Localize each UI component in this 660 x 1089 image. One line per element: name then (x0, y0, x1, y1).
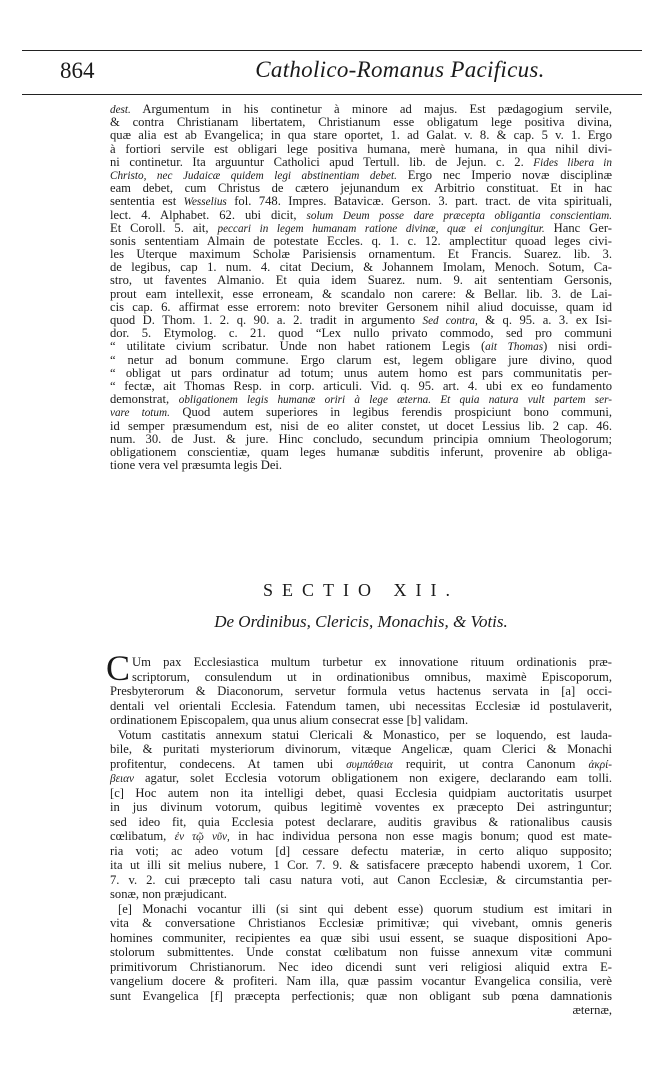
text-segment: “ obligat ut pars ordinatur ad totum; unus autem homo est pars communitatis per- (110, 365, 612, 380)
text-line (110, 829, 612, 844)
text-segment: Argumentum in his continetur à minore ad majus. Est pædagogium servile, (130, 102, 612, 116)
running-title: Catholico-Romanus Pacificus. (255, 57, 545, 82)
text-segment: æternæ, (572, 1003, 612, 1017)
italic-text: solum Deum posse dare præcepta obligantia conscientiam. (306, 209, 612, 222)
text-segment: homines communiter, recipientes ea quæ sibi usui essent, se suaque dispositioni Apo- (110, 930, 612, 945)
text-segment: sed ideo fit, quia Ecclesia potest declarare, auditis gravibus & rationalibus causis (110, 814, 612, 829)
text-segment: scriptorum, consulendum ut in ordinationibus omnibus, maximè Episcoporum, (132, 669, 612, 684)
text-segment: cœlibatum, (110, 829, 175, 843)
text-segment: lect. 4. Alphabet. 62. ubi dicit, (110, 207, 307, 222)
text-segment: demonstrat, (110, 392, 179, 407)
text-line (110, 873, 612, 888)
italic-text: ait Thomas (485, 341, 544, 354)
text-line (110, 902, 612, 917)
text-segment: Votum castitatis annexum statui Clericali & Monastico, per se loquendo, est lauda- (118, 727, 612, 742)
paragraph-2 (106, 648, 612, 1018)
text-segment: ordinationem Episcopalem, qua unus alium consecrat esse [b] validam. (110, 713, 469, 727)
text-line (110, 771, 612, 786)
text-segment: sonis sententiam Almain de potestate Eccles. q. 1. c. 12. amplectitur quoad leges civi- (110, 233, 612, 248)
text-segment: “ fectæ, ait Thomas Resp. in corp. articuli. Vid. q. 95. art. 4. ubi ex eo fundamento (110, 378, 612, 393)
header-bottom-rule (22, 94, 642, 95)
text-segment: sunt Evangelica [f] præcepta perfectionis; quæ non obligant sub pœna damnationis (110, 988, 612, 1003)
paragraph-1 (110, 103, 612, 472)
text-line (110, 380, 612, 393)
text-segment: num. 30. de Just. & jure. Hinc concludo, secundum principia omnium Theologorum; (110, 431, 612, 446)
text-line (110, 960, 612, 975)
drop-cap: C (106, 648, 131, 688)
text-segment: dentali vel orientali Ecclesia. Fatendum tamen, ubi necessitas Ecclesiæ id postulaverit, (110, 698, 612, 713)
text-line (110, 786, 612, 801)
text-segment: obligationem conscientiæ, quam leges humanæ subditis inferunt, provenire ab obliga- (110, 444, 612, 459)
text-line (110, 887, 612, 902)
page-number: 864 (60, 58, 95, 83)
italic-text: obligationem legis humanæ oriri à lege æterna. Et quia natura vult partem ser- (178, 394, 612, 407)
text-line (110, 713, 612, 728)
text-segment: stro, ut faventes Almanio. Et quia idem Suarez. num. 9. ait sententiam Gersonis, (110, 273, 612, 288)
text-line (110, 757, 612, 772)
text-segment: vita & conversatione Christianos Ecclesiæ primitivæ; qui vivebant, omnis generis (110, 916, 612, 930)
text-segment: & q. 95. a. 3. ex Isi- (477, 313, 612, 327)
text-segment: ita ut illi sit melius nubere, 1 Cor. 7. 9. & satisfacere præcepto habendi uxorem, 1 Cor. (110, 858, 612, 872)
text-segment: stolorum submittentes. Unde constat cœlibatum non fuisse annexum vitæ communi (110, 945, 612, 959)
text-segment: fol. 748. Impres. Batavicæ. Gerson. 3. part. tract. de vita spirituali, (226, 194, 612, 209)
italic-text: βειαν (110, 773, 134, 785)
section-heading: SECTIO XII. (263, 580, 459, 600)
text-segment: sententia est (110, 194, 184, 209)
text-line (110, 1003, 612, 1018)
text-segment: [c] Hoc autem non ita intelligi debet, quasi Ecclesia quidpiam auctoritatis usurpet (110, 785, 612, 800)
text-segment: [e] Monachi vocantur illi (si sint qui debent esse) quorum studium est imitari in (118, 901, 612, 916)
text-segment: les Uterque maximum Scholæ Parisiensis ornamentum. Et Francis. Suarez. lib. 3. (110, 247, 612, 262)
text-segment: Hanc Ger- (544, 220, 612, 235)
text-segment: Um pax Ecclesiastica multum turbetur ex innovatione rituum ordinationis præ- (132, 655, 612, 669)
section-subtitle: De Ordinibus, Clericis, Monachis, & Votis. (214, 612, 508, 631)
italic-text: συμπάθεια (346, 758, 393, 771)
text-line (110, 459, 612, 472)
italic-text: vare totum. (110, 407, 170, 420)
text-line (110, 742, 612, 757)
text-segment: 7. v. 2. cui præcepto tali casu natura voti, aut Canon Ecclesiæ, & circumstantia per- (110, 872, 612, 887)
text-segment: agatur, solet Ecclesia votorum obligationem non exigere, declarando eam tolli. (133, 771, 612, 785)
text-segment: Et Coroll. 5. ait, (110, 220, 218, 235)
text-segment: “ utilitate civium scribatur. Unde non habet rationem Legis ( (110, 339, 486, 354)
text-segment: vangelium docere & profiteri. Nam illa, quæ passim vocantur Evangelica consilia, verè (110, 974, 612, 988)
text-segment: primitivorum Christianorum. Nec ideo dicendi sunt veri religiosi aliquid extra E- (110, 959, 612, 974)
text-segment: bile, & puritati mysteriorum divinorum, vitæque Angelicæ, quam Clerici & Monachi (110, 742, 612, 756)
text-segment: eam debet, cum Christus de cætero jejunandum ex Arbitrio constituat. Et in hac (110, 181, 612, 196)
text-line (110, 916, 612, 931)
text-line (110, 800, 612, 815)
italic-text: ἀκρί- (588, 758, 612, 771)
text-segment: à fortiori servile est obligari lege positiva humana, merè humana, in qua nihil divi- (110, 141, 612, 156)
text-segment: ) nisi ordi- (543, 339, 612, 354)
text-segment: Ergo nec Imperio novæ disciplinæ (396, 167, 613, 182)
text-segment: sonæ, non præjudicant. (110, 887, 227, 901)
text-line (110, 844, 612, 859)
text-segment: “ netur ad bonum commune. Ergo clarum est, legem obligare jure divino, quod (110, 352, 612, 367)
text-line (110, 945, 612, 960)
text-segment: ni continetur. Ita arguuntur Catholici apud Tertull. lib. de Jejun. c. 2. (110, 154, 534, 169)
text-segment: dor. 5. Etymolog. c. 21. quod “Lex nullo privato commodo, sed pro communi (110, 326, 612, 341)
text-line (110, 670, 612, 685)
text-segment: quod D. Thom. 1. 2. q. 90. a. 2. tradit in argumento (110, 313, 423, 327)
text-line (110, 931, 612, 946)
text-line (110, 684, 612, 699)
text-segment: ria voti; ac adeo votum [d] cessare defectu materiæ, in certo aliquo supposito; (110, 843, 612, 858)
text-line (110, 858, 612, 873)
text-line (110, 815, 612, 830)
text-segment: id semper præsumendum est, nisi de eo aliter constet, ut docet Lessius lib. 2 cap. 46. (110, 418, 612, 433)
italic-text: Wesselius (183, 196, 227, 209)
italic-text: ἐν τῷ νῦν, (174, 831, 230, 843)
italic-text: dest. (110, 104, 131, 116)
text-line (110, 974, 612, 989)
text-segment: Quod autem superiores in legibus ferendis prospiciunt bono communi, (169, 405, 612, 420)
text-segment: in jus divinum votorum, quibus legitimè voventes ex præcepto Dei astringuntur; (110, 800, 612, 814)
header-top-rule (22, 50, 642, 51)
text-segment: cis cap. 6. affirmat esse errorem: noto breviter Gersonem nihil aliud docuisse, quam id (110, 299, 612, 314)
text-line (110, 728, 612, 743)
text-segment: profitentur, condecens. At tamen ubi (110, 756, 347, 771)
text-segment: & contra Christianam libertatem, Christianum esse obligatum lege positiva divina, (110, 115, 612, 130)
text-segment: requirit, ut contra Canonum (392, 756, 589, 771)
text-line (110, 989, 612, 1004)
italic-text: Sed contra, (422, 315, 478, 327)
text-segment: de legibus, cap 1. num. 4. citat Decium, & Johannem Imolam, Menoch. Sotum, Ca- (110, 260, 612, 275)
text-segment: tione vera vel præsumta legis Dei. (110, 458, 283, 473)
text-segment: in hac individua persona non esse magis bonum; quod est mate- (229, 829, 612, 843)
italic-text: Christo, nec Judaicæ quidem legi abstinentiam debet. (110, 169, 397, 182)
italic-text: Fides libera in (533, 156, 613, 169)
text-line (110, 655, 612, 670)
text-segment: Presbyterorum & Diaconorum, servetur formula vetus hactenus servata in [a] occi- (110, 684, 612, 698)
text-line (110, 699, 612, 714)
text-segment: quæ alia est ab Evangelica; in qua stare oportet, 1. ad Galat. v. 8. & cap. 5 v. 1. Ergo (110, 128, 612, 143)
text-segment: prout eam intellexit, esse erroneam, & scandalo non carere: & Bellar. lib. 3. de Lai- (110, 286, 612, 301)
italic-text: peccari in legem humanam ratione divinæ, quæ ei conjungitur. (217, 222, 545, 235)
